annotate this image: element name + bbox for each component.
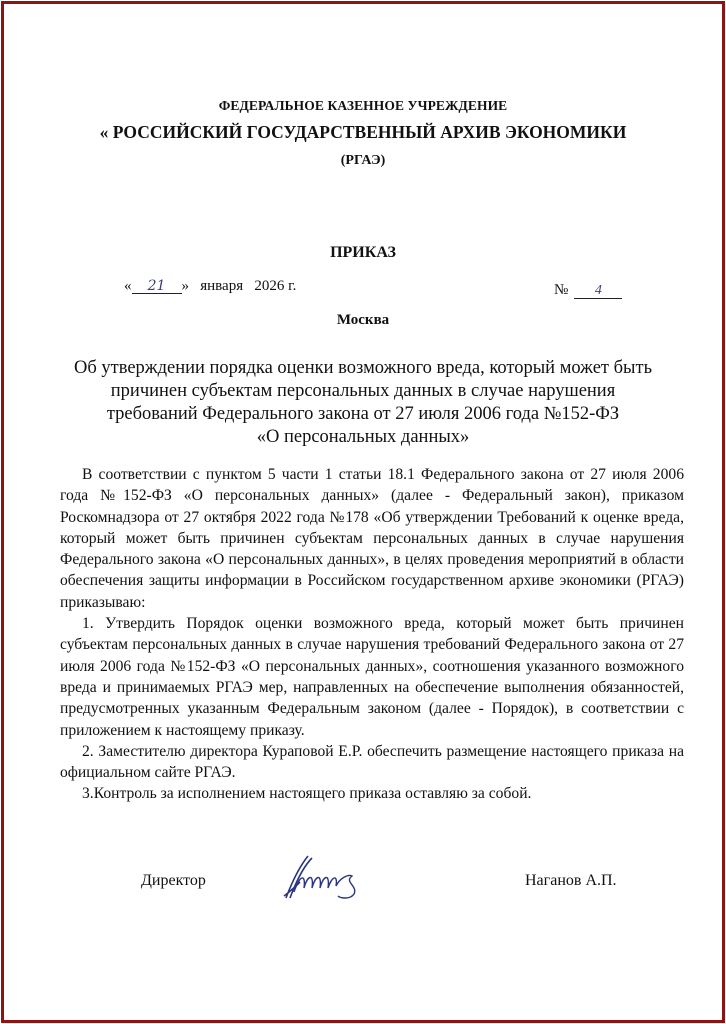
signatory-position: Директор [141,872,206,889]
org-name-line2: « РОССИЙСКИЙ ГОСУДАРСТВЕННЫЙ АРХИВ ЭКОНОМИКИ [99,122,627,142]
title-line: Об утверждении порядка оценки возможного вреда, который может быть [73,358,653,378]
document-type-heading: ПРИКАЗ [330,244,396,261]
order-item-1: 1. Утвердить Порядок оценки возможного вреда, который может быть причинен субъектам персональных данных в случае нарушения требований Федерального закона от 27 июля 2006 года №152-ФЗ «О персональных данных», соотношения указанного возможного вреда и принимаемых РГАЭ мер, направленных на обеспечение выполнения обязанностей, предусмотренных указанным Федеральным законом (далее - Порядок), в соответствии с приложением к настоящему приказу. [60,615,684,739]
order-item-2: 2. Заместителю директора Кураповой Е.Р. обеспечить размещение настоящего приказа на официальном сайте РГАЭ. [60,742,684,782]
date-month-year: января 2026 г. [200,278,297,294]
date-open-quote: « [124,278,132,294]
number-value-handwritten: 4 [574,284,622,299]
org-abbreviation: (РГАЭ) [340,153,386,168]
date-day-handwritten: 21 [132,279,182,294]
order-title [0,357,726,449]
city: Москва [336,312,390,328]
title-line: причинен субъектам персональных данных в случае нарушения [110,381,616,401]
order-body [60,464,684,805]
order-date [124,278,296,295]
org-name-line1: ФЕДЕРАЛЬНОЕ КАЗЕННОЕ УЧРЕЖДЕНИЕ [218,98,508,113]
preamble-paragraph: В соответствии с пунктом 5 части 1 статьи 18.1 Федерального закона от 27 июля 2006 года №152-ФЗ «О персональных данных» (далее - Федеральный закон), приказом Роскомнадзора от 27 октября 2022 года №178 «Об утверждении Требований к оценке вреда, который может быть причинен субъектам персональных данных в случае нарушения Федерального закона «О персональных данных», в целях проведения мероприятий в области обеспечения защиты информации в Российском государственном архиве экономики (РГАЭ) приказываю: [60,466,684,611]
date-close-quote: » [181,278,189,294]
order-item-3: 3.Контроль за исполнением настоящего приказа оставляю за собой. [82,785,532,803]
signatory-name: Наганов А.П. [525,872,617,889]
handwritten-signature [278,852,373,902]
title-line: «О персональных данных» [256,427,470,447]
order-number [554,282,622,299]
title-line: требований Федерального закона от 27 июля 2006 года №152-ФЗ [106,404,620,424]
number-label: № [554,282,569,298]
